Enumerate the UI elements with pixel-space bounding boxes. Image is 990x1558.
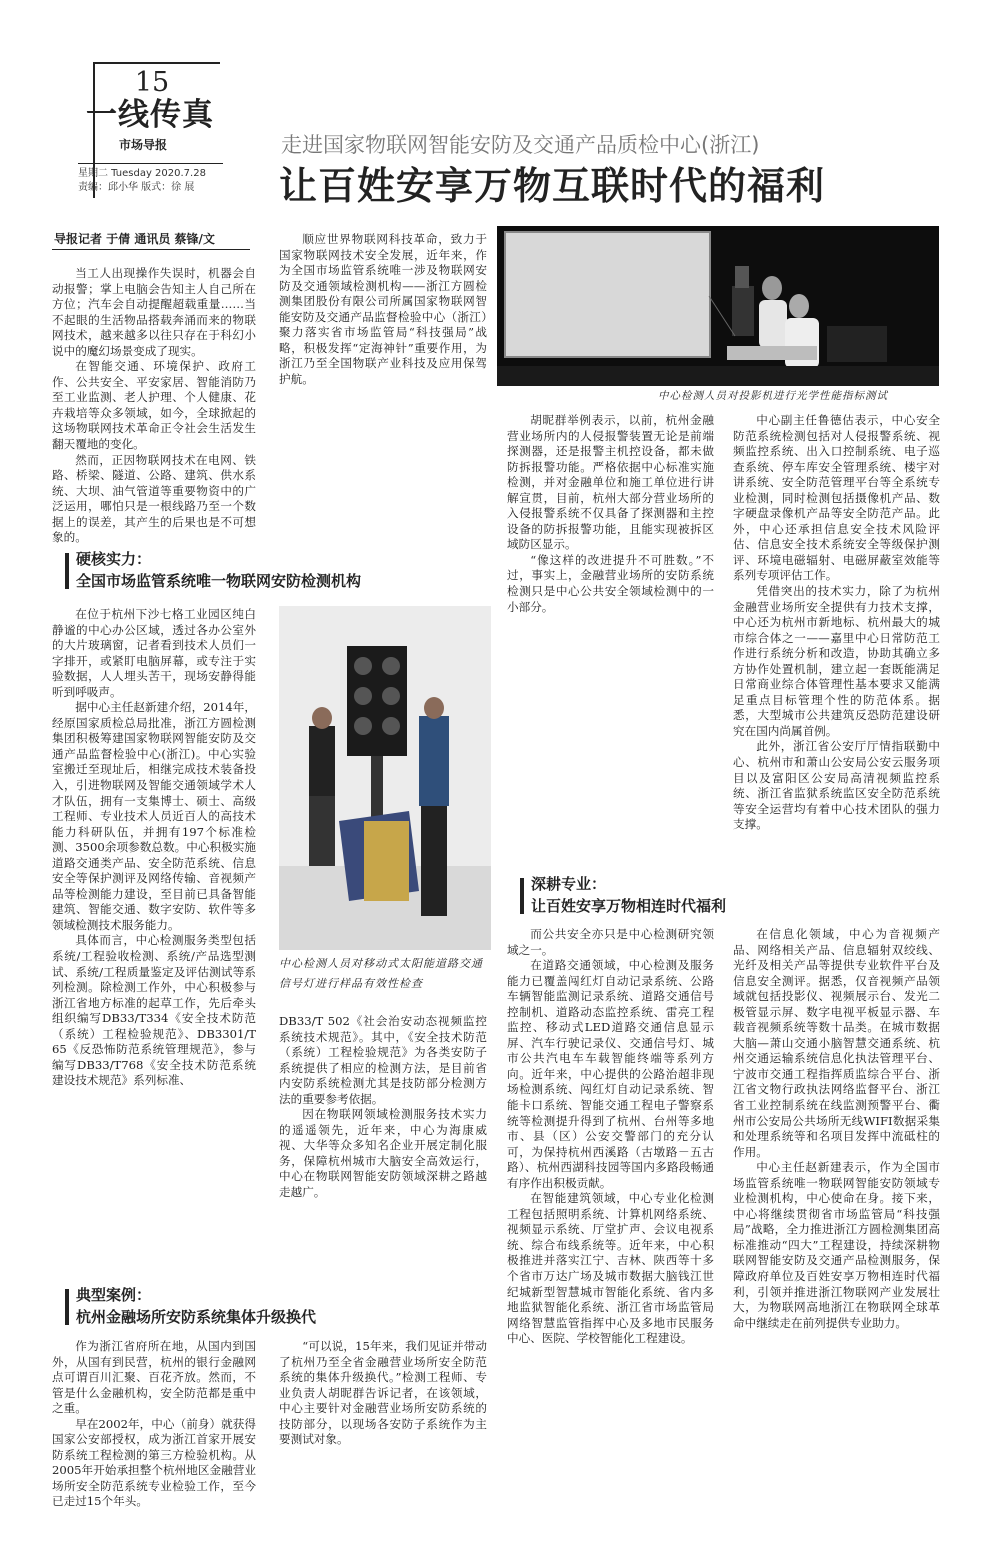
section1-column-1 <box>52 607 256 1276</box>
section2-heading <box>65 1285 465 1329</box>
section3-label: 深耕专业： <box>531 875 607 893</box>
section3-title: 让百姓安享万物相连时代福利 <box>531 897 727 915</box>
section2-paragraph: 胡昵群举例表示，以前，杭州金融营业场所内的人侵报警装置无论是前端探测器，还是报警主机控设备，都未做防拆报警功能。严格依据中心标准实施检测，并对金融单位和施工单位进行讲解宣贯，目前，杭州大部分营业场所的入侵报警系统不仅具备了探测器和主控设备的防拆报警功能，且能实现被拆区域防区显示。 <box>507 413 714 552</box>
section1-label: 硬核实力： <box>76 550 152 568</box>
page-number: 15 <box>134 67 170 98</box>
section1-column-2 <box>279 1014 487 1269</box>
section3-paragraph: 在智能建筑领域，中心专业化检测工程包括照明系统、计算机网络系统、视频显示系统、厅堂扩声、会议电视系统、综合布线系统等。近年来，中心积极推进并落实江宁、吉林、陕西等十多个省市万达广场及城市数据大脑钱江世纪城新型智慧城市智能化系统、省内多地监狱智能化系统、浙江省市场监管局网络智慧监管指挥中心及多地市民服务中心、医院、学校智能化工程建设。 <box>507 1191 714 1346</box>
projector-test-photo <box>497 226 939 386</box>
section3-heading <box>520 874 920 918</box>
section1-paragraph: 因在物联网领域检测服务技术实力的遥遥领先，近年来，中心为海康威视、大华等众多知名企业开展定制化服务，保障杭州城市大脑安全高效运行，中心在物联网智能安防领域深耕之路越走越广。 <box>279 1107 487 1200</box>
section2-column-4 <box>733 413 940 843</box>
section3-paragraph: 而公共安全亦只是中心检测研究领域之一。 <box>507 927 714 957</box>
section1-paragraph: 在位于杭州下沙七格工业园区纯白静谧的中心办公区域，透过各办公室外的大片玻璃窗，记者看到技术人员们一字排开，或紧盯电脑屏幕，或专注于实验数据，人人埋头苦干，现场安静得能听到呼吸声。 <box>52 607 256 699</box>
section3-paragraph: 中心主任赵新建表示，作为全国市场监管系统唯一物联网智能安防领域专业检测机构，中心使命在身。接下来，中心将继续贯彻省市场监管局“科技强局”战略，全力推进浙江方圆检测集团高标准推动“四大”工程建设，持续深耕物联网智能安防及交通产品检测服务，保障政府单位及百姓安享万物相连时代福利，引领并推进浙江物联网产业发展壮大，为物联网高地浙江在物联网全球革命中继续走在前列提供专业助力。 <box>733 1160 940 1330</box>
intro-paragraph: 然而，正因物联网技术在电网、铁路、桥梁、隧道、公路、建筑、供水系统、大坝、油气管道等重要物资中的广泛运用，哪怕只是一根线路乃至一个数据上的误差，其产生的后果也是不可想象的。 <box>52 452 256 545</box>
section2-paragraph: 凭借突出的技术实力，除了为杭州金融营业场所安全提供有力技术支撑，中心还为杭州市新地标、杭州最大的城市综合体之一——嘉里中心日常防范工作进行系统分析和改造，协助其确立多方协作处置机制，建立起一套既能满足日常商业综合体管理性基本要求又能满足重点目标管理个性的防范体系。据悉，大型城市公共建筑反恐防范建设研究在国内尚属首例。 <box>733 584 940 738</box>
section1-title: 全国市场监管系统唯一物联网安防检测机构 <box>76 572 362 590</box>
section3-column-1 <box>507 927 714 1527</box>
section1-bar <box>65 553 69 589</box>
intro-column-2 <box>279 232 487 532</box>
editors-line: 责编：邱小华 版式：徐 展 <box>78 182 195 193</box>
intro-paragraph: 当工人出现操作失误时，机器会自动报警；掌上电脑会告知主人自己所在方位；汽车会自动提醒超载重量……当不起眼的生活物品搭载奔涌而来的物联网技术，越来越多以往只存在于科幻小说中的魔幻场景变成了现实。 <box>52 266 256 358</box>
intro-paragraph: 顺应世界物联网科技革命，致力于国家物联网技术安全发展，近年来，作为全国市场监管系统唯一涉及物联网安防及交通领域检测机构——浙江方圆检测集团股份有限公司所属国家物联网智能安防及交通产品监督检验中心（浙江）聚力落实省市场监管局“科技强局”战略，积极发挥“定海神针”重要作用，为浙江乃至全国物联产业科技及应用保驾护航。 <box>279 232 487 386</box>
section-title: 一线传真 <box>86 97 214 133</box>
section2-paragraph: 中心副主任鲁德估表示，中心安全防范系统检测包括对人侵报警系统、视频监控系统、出入口控制系统、电子巡查系统、停车库安全管理系统、楼宇对讲系统、安全防范管理平台等全系统专业检测，同时检测包括摄像机产品、数字硬盘录像机产品等安全防范产品。此外，中心还承担信息安全技术风险评估、信息安全技术系统安全等级保护测评、环境电磁辐射、电磁屏蔽室效能等系列专项评估工作。 <box>733 413 940 583</box>
section2-paragraph: “可以说，15年来，我们见证并带动了杭州乃至全省金融营业场所安全防范系统的集体升级换代。”检测工程师、专业负责人胡昵群告诉记者，在该领域，中心主要针对金融营业场所安防系统的技防部分，以现场各安防子系统作为主要测试对象。 <box>279 1339 487 1447</box>
section1-paragraph: 具体而言，中心检测服务类型包括系统/工程验收检测、系统/产品选型测试、系统/工程质量鉴定及评估测试等系列检测。除检测工作外，中心积极参与浙江省地方标准的起草工作，先后牵头组织编写DB33/T334《安全技术防范（系统）工程检验规范》、DB3301/T 65《反恐怖防范系统管理规范》，参与编写DB33/T768《安全技术防范系统建设技术规范》系列标准、 <box>52 933 256 1088</box>
section2-paragraph: “像这样的改进提升不可胜数。”不过，事实上，金融营业场所的安防系统检测只是中心公共安全领域检测中的一小部分。 <box>507 552 714 614</box>
section3-column-2 <box>733 927 940 1527</box>
section3-paragraph: 在信息化领域，中心为音视频产品、网络相关产品、信息辐射双绞线、光纤及相关产品等提供专业软件平台及信息安全测评。据悉，仅音视频产品领域就包括投影仪、视频展示台、发光二极管显示屏、数字电视平板显示器、车载音视频系统等数十品类。在城市数据大脑—萧山交通小脑智慧交通系统、杭州交通运输系统信息化执法管理平台、宁波市交通工程指挥质监综合平台、浙江省文物行政执法网络监督平台、浙江省工业控制系统在线监测预警平台、衢州市公安局公共场所无线WIFI数据采集和处理系统等和名项目发挥中流砥柱的作用。 <box>733 927 940 1159</box>
section1-paragraph: DB33/T 502《社会治安动态视频监控系统技术规范》。其中，《安全技术防范（系统）工程检验规范》为各类安防子系统提供了相应的检测方法，是目前省内安防系统检测尤其是技防部分检测方法的重要参考依据。 <box>279 1014 487 1106</box>
projector-test-illustration <box>497 226 939 386</box>
intro-column-1 <box>52 266 256 545</box>
section2-title: 杭州金融场所安防系统集体升级换代 <box>76 1308 317 1326</box>
article-kicker: 走进国家物联网智能安防及交通产品质检中心(浙江) <box>281 133 760 157</box>
section2-paragraph: 早在2002年，中心（前身）就获得国家公安部授权，成为浙江首家开展安防系统工程检测的第三方检验机构。从2005年开始承担整个杭州地区金融营业场所安全防范系统专业检验工作，至今已走过15个年头。 <box>52 1416 256 1509</box>
masthead-rule <box>78 163 223 164</box>
intro-paragraph: 在智能交通、环境保护、政府工作、公共安全、平安家居、智能消防乃至工业监测、老人护理、个人健康、花卉栽培等众多领域，如今，全球掀起的这场物联网技术革命正令社会生活发生翻天覆地的变化。 <box>52 359 256 452</box>
newspaper-name: 市场导报 <box>119 138 168 152</box>
dateline: 星期二 Tuesday 2020.7.28 <box>78 168 206 179</box>
article-headline: 让百姓安享万物互联时代的福利 <box>279 164 826 208</box>
byline: 导报记者 于倩 通讯员 蔡锋/文 <box>54 232 215 246</box>
section2-column-2 <box>279 1339 487 1515</box>
photo-caption-mid: 中心检测人员对移动式太阳能道路交通信号灯进行样品有效性检查 <box>279 957 483 990</box>
section1-heading <box>65 549 465 593</box>
section2-label: 典型案例： <box>76 1286 152 1304</box>
section1-paragraph: 据中心主任赵新建介绍，2014年，经原国家质检总局批准，浙江方圆检测集团积极筹建国家物联网智能安防及交通产品监督检验中心(浙江)。中心实验室搬迁至现址后，相继完成技术装备投入，引进物联网及智能交通领域学术人才队伍，拥有一支集博士、硕士、高级工程师、专业技术人员近百人的高技术能力科研队伍，并拥有197个标准检测、3500余项参数总数。中心积极实施道路交通类产品、安全防范系统、信息安全等保护测评及网络传输、音视频产品等检测能力建设，至目前已具备智能建筑、智能交通、数字安防、软件等多领域检测技术服务能力。 <box>52 700 256 932</box>
traffic-light-photo <box>279 606 491 950</box>
traffic-light-illustration <box>279 606 491 950</box>
section2-paragraph: 此外，浙江省公安厅厅情指联勤中心、杭州市和萧山公安局公安云服务项目以及富阳区公安局高清视频监控系统、浙江省监狱系统监区安全防范系统等安全运营均有着中心技术团队的强力支撑。 <box>733 739 940 832</box>
section2-bar <box>65 1289 69 1325</box>
photo-caption-top: 中心检测人员对投影机进行光学性能指标测试 <box>658 390 888 402</box>
section2-paragraph: 作为浙江省府所在地，从国内到国外，从国有到民营，杭州的银行金融网点可谓百川汇聚、百花齐放。然而，不管是什么金融机构，安全防范都是重中之重。 <box>52 1339 256 1416</box>
byline-rule <box>52 249 250 250</box>
section3-paragraph: 在道路交通领域，中心检测及服务能力已覆盖闯红灯自动记录系统、公路车辆智能监测记录系统、道路交通信号控制机、道路动态监控系统、雷亮工程监控、移动式LED道路交通信息显示屏、汽车行驶记录仪、交通信号灯、城市公共汽电车车载智能终端等系列方向。近年来，中心提供的公路治超非现场检测系统、闯红灯自动记录系统、智能卡口系统、智能交通工程电子警察系统等检测提升得到了杭州、台州等多地市、县（区）公安交警部门的充分认可，为保持杭州西溪路（古墩路－五古路）、杭州西湖科技园等国内多路段畅通有序作出积极贡献。 <box>507 958 714 1190</box>
section2-column-3 <box>507 413 714 843</box>
section2-column-1 <box>52 1339 256 1515</box>
section3-bar <box>520 878 524 914</box>
